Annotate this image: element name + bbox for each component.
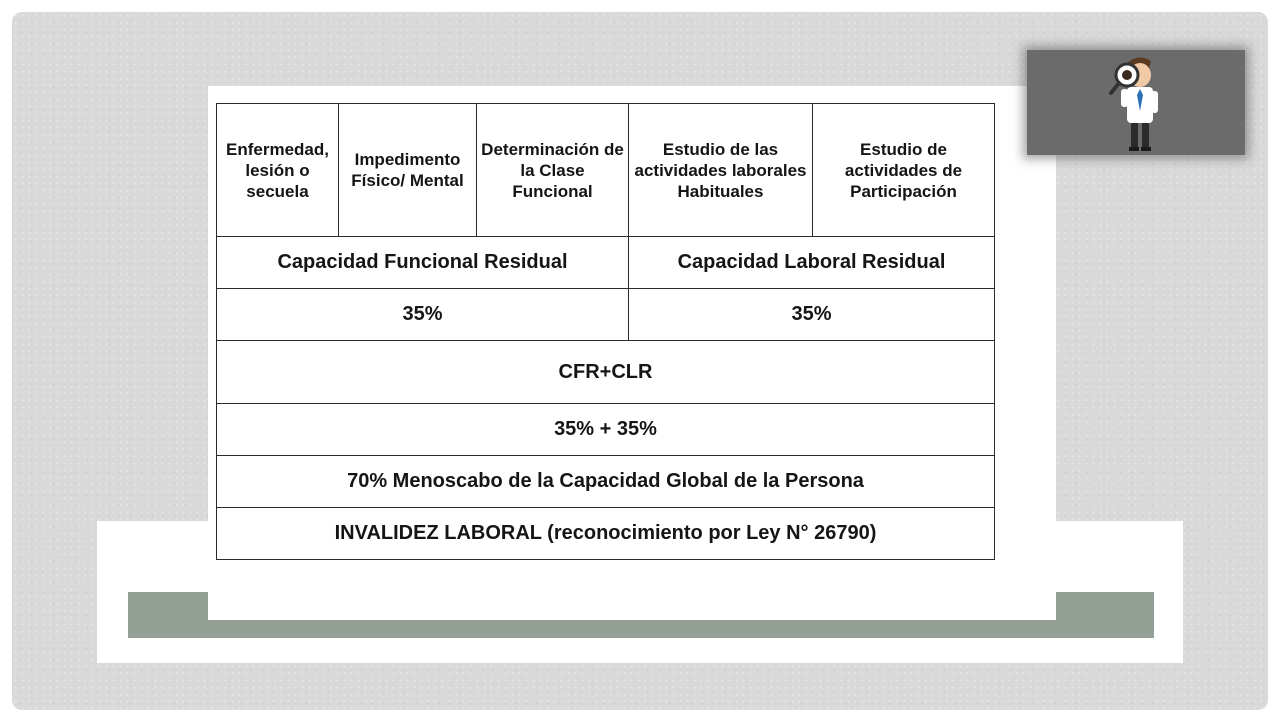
result-row xyxy=(217,456,995,508)
capacity-labels-row xyxy=(217,237,995,289)
cfr-value: 35% xyxy=(217,289,629,341)
header-cell: Determinación de la Clase Funcional xyxy=(477,104,629,237)
capacidad-laboral-label: Capacidad Laboral Residual xyxy=(629,237,995,289)
disability-table xyxy=(216,103,995,560)
formula-row xyxy=(217,341,995,404)
table-header-row xyxy=(217,104,995,237)
header-cell: Estudio de actividades de Participación xyxy=(813,104,995,237)
clr-value: 35% xyxy=(629,289,995,341)
capacity-values-row xyxy=(217,289,995,341)
header-cell: Enfermedad, lesión o secuela xyxy=(217,104,339,237)
conclusion-row xyxy=(217,508,995,560)
conclusion-cell: INVALIDEZ LABORAL (reconocimiento por Ley N° 26790) xyxy=(217,508,995,560)
sum-row xyxy=(217,404,995,456)
result-cell: 70% Menoscabo de la Capacidad Global de la Persona xyxy=(217,456,995,508)
header-cell: Estudio de las actividades laborales Habituales xyxy=(629,104,813,237)
figure-box xyxy=(1027,50,1245,155)
formula-cell: CFR+CLR xyxy=(217,341,995,404)
capacidad-funcional-label: Capacidad Funcional Residual xyxy=(217,237,629,289)
investigator-with-magnifier-icon xyxy=(1105,53,1171,157)
sum-cell: 35% + 35% xyxy=(217,404,995,456)
header-cell: Impedimento Físico/ Mental xyxy=(339,104,477,237)
